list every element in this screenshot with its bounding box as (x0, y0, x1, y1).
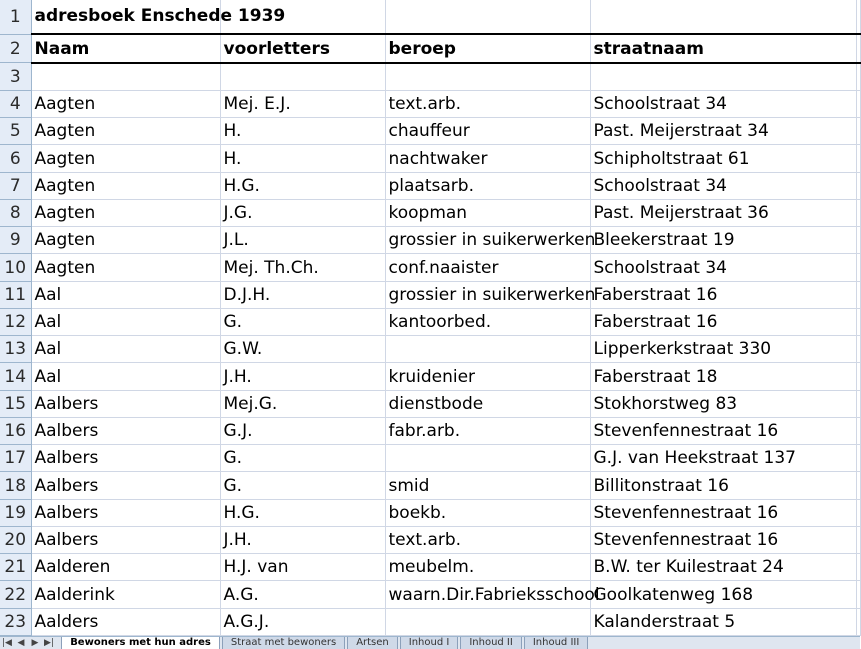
table-cell[interactable] (856, 581, 860, 608)
table-cell[interactable]: H.G. (220, 172, 385, 199)
row-header[interactable]: 16 (0, 417, 31, 444)
table-cell[interactable]: Aalbers (31, 472, 220, 499)
table-cell[interactable] (856, 390, 860, 417)
table-cell[interactable]: Aalderen (31, 554, 220, 581)
table-cell[interactable]: J.G. (220, 199, 385, 226)
table-cell[interactable]: straatnaam (590, 34, 856, 62)
table-row (0, 526, 860, 553)
table-cell[interactable]: Faberstraat 16 (590, 308, 856, 335)
table-cell[interactable] (856, 308, 860, 335)
table-row (0, 445, 860, 472)
table-cell[interactable] (590, 0, 856, 34)
table-cell[interactable]: waarn.Dir.Fabrieksschool (385, 581, 590, 608)
sheet-tab[interactable]: Bewoners met hun adres (61, 637, 220, 649)
sheet-nav-button[interactable]: ◀ (17, 638, 25, 648)
table-cell[interactable]: Aal (31, 308, 220, 335)
sheet-tab-bar (0, 636, 860, 649)
table-cell[interactable]: meubelm. (385, 554, 590, 581)
table-cell[interactable]: A.G.J. (220, 608, 385, 635)
table-cell[interactable]: Lipperkerkstraat 330 (590, 336, 856, 363)
table-cell[interactable]: text.arb. (385, 90, 590, 117)
table-cell[interactable]: grossier in suikerwerken (385, 281, 590, 308)
table-cell[interactable]: Aalderink (31, 581, 220, 608)
row-header[interactable]: 14 (0, 363, 31, 390)
table-cell[interactable]: Schipholtstraat 61 (590, 145, 856, 172)
table-row (0, 336, 860, 363)
table-cell[interactable]: H. (220, 118, 385, 145)
table-cell[interactable] (856, 363, 860, 390)
table-cell[interactable]: Past. Meijerstraat 36 (590, 199, 856, 226)
table-cell[interactable]: text.arb. (385, 526, 590, 553)
table-cell[interactable]: Aalbers (31, 390, 220, 417)
row-header[interactable]: 9 (0, 227, 31, 254)
table-cell[interactable]: fabr.arb. (385, 417, 590, 444)
row-header[interactable]: 8 (0, 199, 31, 226)
sheet-tab[interactable]: Inhoud II (460, 637, 522, 649)
sheet-tab[interactable]: Inhoud I (400, 637, 459, 649)
table-cell[interactable]: B.W. ter Kuilestraat 24 (590, 554, 856, 581)
table-cell[interactable]: Billitonstraat 16 (590, 472, 856, 499)
table-cell[interactable]: G. (220, 308, 385, 335)
table-cell[interactable] (856, 336, 860, 363)
table-cell[interactable] (385, 0, 590, 34)
table-cell[interactable] (856, 145, 860, 172)
table-cell[interactable]: voorletters (220, 34, 385, 62)
table-cell[interactable] (385, 63, 590, 91)
row-header[interactable]: 22 (0, 581, 31, 608)
table-cell[interactable]: Aagten (31, 118, 220, 145)
table-cell[interactable]: boekb. (385, 499, 590, 526)
table-cell[interactable]: Aagten (31, 90, 220, 117)
table-cell[interactable]: Schoolstraat 34 (590, 90, 856, 117)
row-header[interactable]: 1 (0, 0, 31, 34)
table-cell[interactable]: beroep (385, 34, 590, 62)
sheet-tab[interactable]: Artsen (347, 637, 398, 649)
row-header[interactable]: 13 (0, 336, 31, 363)
table-row (0, 63, 860, 91)
row-header[interactable]: 7 (0, 172, 31, 199)
table-row (0, 499, 860, 526)
table-cell[interactable]: Faberstraat 16 (590, 281, 856, 308)
table-cell[interactable] (856, 0, 860, 34)
row-header[interactable]: 21 (0, 554, 31, 581)
table-cell[interactable]: Aagten (31, 227, 220, 254)
table-cell[interactable] (856, 526, 860, 553)
table-row (0, 554, 860, 581)
table-cell[interactable]: koopman (385, 199, 590, 226)
table-cell[interactable]: Aalbers (31, 526, 220, 553)
table-cell[interactable]: adresboek Enschede 1939 (31, 0, 220, 34)
table-cell[interactable]: J.H. (220, 363, 385, 390)
table-cell[interactable]: Mej.G. (220, 390, 385, 417)
table-cell[interactable]: Bleekerstraat 19 (590, 227, 856, 254)
sheet-nav-button[interactable]: ▶| (44, 638, 54, 648)
table-cell[interactable] (856, 90, 860, 117)
table-cell[interactable]: G.J. (220, 417, 385, 444)
row-header[interactable]: 3 (0, 63, 31, 91)
table-cell[interactable]: Aalbers (31, 417, 220, 444)
table-cell[interactable] (856, 608, 860, 635)
table-cell[interactable]: J.H. (220, 526, 385, 553)
table-cell[interactable]: G.J. van Heekstraat 137 (590, 445, 856, 472)
table-cell[interactable] (856, 34, 860, 62)
table-cell[interactable] (856, 472, 860, 499)
table-row (0, 472, 860, 499)
table-row (0, 118, 860, 145)
table-row (0, 227, 860, 254)
table-cell[interactable]: Stokhorstweg 83 (590, 390, 856, 417)
row-header[interactable]: 5 (0, 118, 31, 145)
table-cell[interactable] (385, 608, 590, 635)
table-cell[interactable]: smid (385, 472, 590, 499)
table-row (0, 90, 860, 117)
table-cell[interactable]: Aal (31, 336, 220, 363)
table-cell[interactable]: Mej. E.J. (220, 90, 385, 117)
table-cell[interactable] (856, 445, 860, 472)
table-cell[interactable]: Schoolstraat 34 (590, 172, 856, 199)
row-header[interactable]: 15 (0, 390, 31, 417)
row-header[interactable]: 11 (0, 281, 31, 308)
table-cell[interactable]: Naam (31, 34, 220, 62)
table-row (0, 254, 860, 281)
table-cell[interactable]: Aagten (31, 172, 220, 199)
table-cell[interactable]: kantoorbed. (385, 308, 590, 335)
table-cell[interactable]: Aalbers (31, 445, 220, 472)
table-cell[interactable]: Schoolstraat 34 (590, 254, 856, 281)
table-cell[interactable]: grossier in suikerwerken (385, 227, 590, 254)
sheet-tab[interactable]: Inhoud III (524, 637, 588, 649)
row-header[interactable]: 19 (0, 499, 31, 526)
table-row (0, 390, 860, 417)
table-cell[interactable]: A.G. (220, 581, 385, 608)
row-header[interactable]: 12 (0, 308, 31, 335)
table-cell[interactable] (856, 172, 860, 199)
table-cell[interactable] (856, 281, 860, 308)
table-cell[interactable]: Aalders (31, 608, 220, 635)
table-cell[interactable]: Faberstraat 18 (590, 363, 856, 390)
table-cell[interactable]: dienstbode (385, 390, 590, 417)
row-header[interactable]: 4 (0, 90, 31, 117)
table-cell[interactable]: Past. Meijerstraat 34 (590, 118, 856, 145)
table-row (0, 281, 860, 308)
table-row (0, 308, 860, 335)
table-cell[interactable]: D.J.H. (220, 281, 385, 308)
table-cell[interactable] (856, 227, 860, 254)
table-cell[interactable]: J.L. (220, 227, 385, 254)
table-cell[interactable] (856, 417, 860, 444)
table-row (0, 581, 860, 608)
table-cell[interactable]: Kalanderstraat 5 (590, 608, 856, 635)
table-cell[interactable]: G. (220, 445, 385, 472)
sheet-tab[interactable]: Straat met bewoners (222, 637, 345, 649)
table-cell[interactable]: H. (220, 145, 385, 172)
table-cell[interactable]: Stevenfennestraat 16 (590, 499, 856, 526)
table-cell[interactable] (31, 63, 220, 91)
table-cell[interactable]: G.W. (220, 336, 385, 363)
table-cell[interactable]: plaatsarb. (385, 172, 590, 199)
table-cell[interactable] (220, 63, 385, 91)
table-cell[interactable]: Aagten (31, 145, 220, 172)
table-cell[interactable]: H.G. (220, 499, 385, 526)
table-cell[interactable]: Aagten (31, 254, 220, 281)
table-cell[interactable]: nachtwaker (385, 145, 590, 172)
table-cell[interactable]: Stevenfennestraat 16 (590, 526, 856, 553)
table-cell[interactable] (856, 254, 860, 281)
table-cell[interactable]: Stevenfennestraat 16 (590, 417, 856, 444)
sheet-nav-button[interactable]: ▶ (31, 638, 39, 648)
table-row (0, 199, 860, 226)
table-cell[interactable] (385, 336, 590, 363)
row-header[interactable]: 17 (0, 445, 31, 472)
table-cell[interactable]: Aal (31, 363, 220, 390)
table-cell[interactable] (856, 199, 860, 226)
table-cell[interactable] (856, 63, 860, 91)
table-cell[interactable] (590, 63, 856, 91)
table-cell[interactable]: Aal (31, 281, 220, 308)
table-row (0, 363, 860, 390)
table-cell[interactable] (385, 445, 590, 472)
table-cell[interactable]: Goolkatenweg 168 (590, 581, 856, 608)
sheet-nav-buttons (0, 637, 56, 648)
table-cell[interactable]: G. (220, 472, 385, 499)
sheet-nav-button[interactable]: |◀ (2, 638, 12, 648)
row-header[interactable]: 6 (0, 145, 31, 172)
row-header[interactable]: 10 (0, 254, 31, 281)
table-cell[interactable]: H.J. van (220, 554, 385, 581)
table-cell[interactable]: kruidenier (385, 363, 590, 390)
table-row (0, 608, 860, 635)
table-cell[interactable]: Aalbers (31, 499, 220, 526)
row-header[interactable]: 18 (0, 472, 31, 499)
table-cell[interactable]: conf.naaister (385, 254, 590, 281)
row-header[interactable]: 20 (0, 526, 31, 553)
table-cell[interactable] (856, 554, 860, 581)
row-header[interactable]: 2 (0, 34, 31, 62)
table-cell[interactable]: chauffeur (385, 118, 590, 145)
row-header[interactable]: 23 (0, 608, 31, 635)
sheet-tabs (59, 637, 588, 648)
table-cell[interactable] (856, 118, 860, 145)
table-cell[interactable]: Mej. Th.Ch. (220, 254, 385, 281)
table-row (0, 417, 860, 444)
table-row (0, 0, 860, 34)
table-cell[interactable]: Aagten (31, 199, 220, 226)
table-cell[interactable] (856, 499, 860, 526)
table-row (0, 172, 860, 199)
table-row (0, 145, 860, 172)
table-row (0, 34, 860, 62)
